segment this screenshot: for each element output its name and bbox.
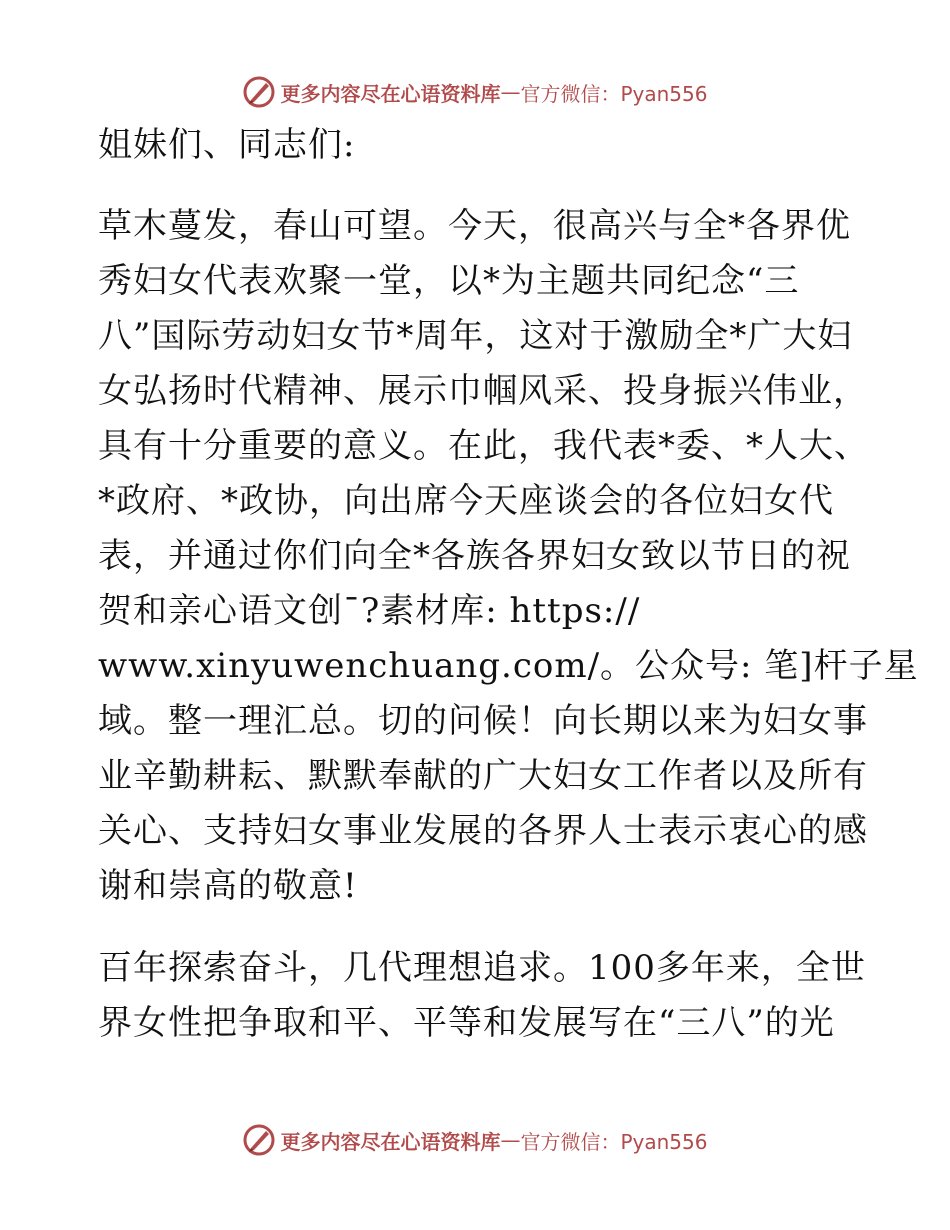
text-line: 域。整一理汇总。切的问候！向长期以来为妇女事 <box>98 701 868 741</box>
text-line: 贺和亲心语文创¯?素材库: https:// <box>98 591 641 631</box>
text-line: 草木蔓发，春山可望。今天，很高兴与全*各界优 <box>98 206 851 246</box>
text-line: 界女性把争取和平、平等和发展写在“三八”的光 <box>98 1003 835 1043</box>
header-watermark <box>0 70 950 114</box>
text-line: *政府、*政协，向出席今天座谈会的各位妇女代 <box>98 481 834 521</box>
footer-watermark-separator: — <box>500 1128 521 1152</box>
footer-watermark-wechat: 官方微信：Pyan556 <box>520 1129 708 1154</box>
text-line: 表，并通过你们向全*各族各界妇女致以节日的祝 <box>98 536 851 576</box>
header-watermark-text: 更多内容尽在心语资料库 <box>280 81 501 106</box>
text-line: 谢和崇高的敬意! <box>98 866 358 906</box>
pen-logo-icon <box>242 1123 276 1157</box>
text-line: 关心、支持妇女事业发展的各界人士表示衷心的感 <box>98 811 868 851</box>
header-watermark-separator: — <box>500 80 521 104</box>
text-line: www.xinyuwenchuang.com/。公众号: 笔]杆子星 <box>98 646 919 686</box>
text-line: 八”国际劳动妇女节*周年，这对于激励全*广大妇 <box>98 316 853 356</box>
text-line: 姐妹们、同志们: <box>98 125 356 165</box>
footer-watermark-text: 更多内容尽在心语资料库 <box>280 1129 501 1154</box>
text-line: 女弘扬时代精神、展示巾帼风采、投身振兴伟业， <box>98 371 868 411</box>
footer-watermark <box>0 1118 950 1162</box>
text-line: 业辛勤耕耘、默默奉献的广大妇女工作者以及所有 <box>98 756 868 796</box>
header-watermark-wechat: 官方微信：Pyan556 <box>520 81 708 106</box>
text-line: 具有十分重要的意义。在此，我代表*委、*人大、 <box>98 426 869 466</box>
text-line: 百年探索奋斗，几代理想追求。100多年来，全世 <box>98 948 866 988</box>
text-line: 秀妇女代表欢聚一堂，以*为主题共同纪念“三 <box>98 261 800 301</box>
pen-logo-icon <box>242 75 276 109</box>
